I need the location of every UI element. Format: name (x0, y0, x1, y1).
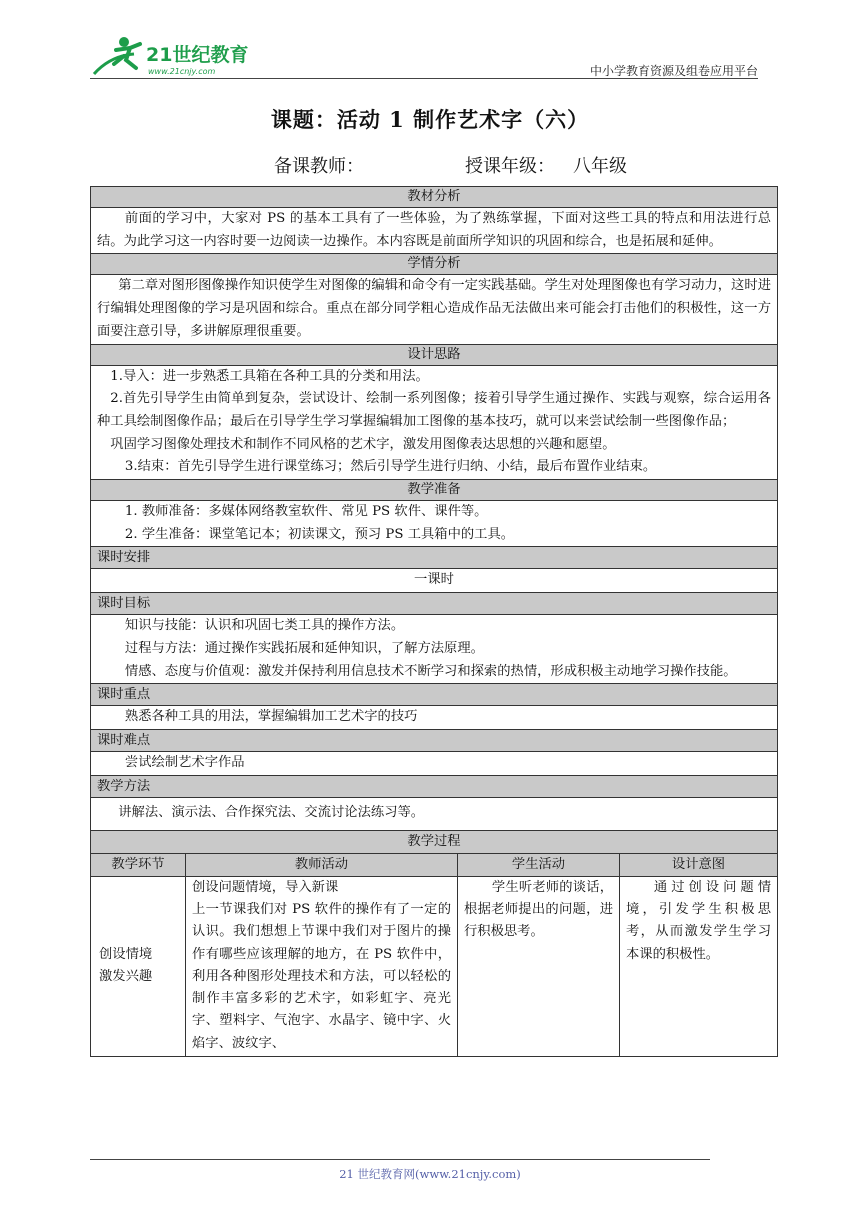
col-student: 学生活动 (458, 853, 620, 876)
section-heading-jiaocai: 教材分析 (91, 187, 778, 208)
section-heading-guocheng: 教学过程 (91, 830, 778, 853)
zhongdian-text: 熟悉各种工具的用法，掌握编辑加工艺术字的技巧 (91, 706, 778, 730)
mubiao-p2: 过程与方法：通过操作实践拓展和延伸知识，了解方法原理。 (124, 640, 484, 656)
section-body-sheji (91, 365, 778, 480)
process-column-headers (91, 853, 778, 876)
process-row (91, 876, 778, 1056)
grade-info (465, 152, 627, 178)
section-heading-mubiao: 课时目标 (91, 593, 778, 615)
section-body-zhunbei (91, 501, 778, 547)
section-body-jiaocai (91, 208, 778, 254)
teacher-p1: 创设问题情境，导入新课 (192, 879, 339, 895)
sheji-p2: 2.首先引导学生由简单到复杂，尝试设计、绘制一系列图像；接着引导学生通过操作、实践与观察，综合运用各种工具绘制图像作品；最后在引导学生学习掌握编辑加工图像的基本技巧，就可以来尝试绘制一些图像作品； (97, 391, 771, 429)
grade-label: 授课年级： (465, 156, 555, 177)
sheji-p4: 3.结束：首先引导学生进行课堂练习；然后引导学生进行归纳、小结，最后布置作业结束。 (124, 459, 657, 475)
xueqing-text: 第二章对图形图像操作知识使学生对图像的编辑和命令有一定实践基础。学生对处理图像也有学习动力，这时进行编辑处理图像的学习是巩固和综合。重点在部分同学粗心造成作品无法做出来可能会打击他们的积极性，这一方面要注意引导，多讲解原理很重要。 (97, 278, 771, 339)
sheji-p1: 1.导入：进一步熟悉工具箱在各种工具的分类和用法。 (110, 368, 429, 384)
lesson-plan-table (90, 186, 778, 1057)
stage-line1: 创设情境 (99, 946, 153, 962)
teacher-label: 备课教师： (274, 156, 364, 177)
sheji-p3: 巩固学习图像处理技术和制作不同风格的艺术字，激发用图像表达思想的兴趣和愿望。 (110, 436, 616, 452)
section-body-xueqing (91, 275, 778, 344)
section-heading-zhongdian: 课时重点 (91, 684, 778, 706)
page-title: 课题：活动 1 制作艺术字（六） (270, 107, 590, 132)
page-header (90, 30, 758, 78)
section-heading-zhunbei: 教学准备 (91, 480, 778, 501)
grade-value: 八年级 (573, 156, 627, 177)
zhunbei-item2: 2. 学生准备：课堂笔记本；初读课文，预习 PS 工具箱中的工具。 (124, 526, 515, 542)
col-intent: 设计意图 (620, 853, 778, 876)
teacher-p2: 上一节课我们对 PS 软件的操作有了一定的认识。我们想想上节课中我们对于图片的操作有哪些应该理解的地方，在 PS 软件中，利用各种图形处理技术和方法，可以轻松的制作丰富多彩的艺术字，如彩虹字、亮光字、塑料字、气泡字、水晶字、镜中字、火焰字、波纹字、 (192, 901, 451, 1051)
footer-divider (90, 1159, 710, 1160)
site-logo (90, 34, 260, 78)
mubiao-p3: 情感、态度与价值观：激发并保持利用信息技术不断学习和探索的热情，形成积极主动地学习操作技能。 (124, 663, 737, 679)
section-heading-anpai: 课时安排 (91, 547, 778, 569)
page-footer: 21 世纪教育网(www.21cnjy.com) (339, 1167, 521, 1181)
header-divider (90, 78, 758, 79)
process-student: 学生听老师的谈话，根据老师提出的问题，进行积极思考。 (458, 876, 620, 1056)
process-teacher (186, 876, 458, 1056)
platform-name: 中小学教育资源及组卷应用平台 (589, 64, 758, 78)
process-stage (91, 876, 186, 1056)
lesson-meta (274, 152, 627, 178)
jiaocai-text: 前面的学习中，大家对 PS 的基本工具有了一些体验，为了熟练掌握，下面对这些工具的特点和用法进行总结。为此学习这一内容时要一边阅读一边操作。本内容既是前面所学知识的巩固和综合，也是拓展和延伸。 (97, 211, 771, 249)
zhunbei-item1: 1. 教师准备：多媒体网络教室软件、常见 PS 软件、课件等。 (124, 504, 488, 520)
section-heading-sheji: 设计思路 (91, 344, 778, 365)
col-teacher: 教师活动 (186, 853, 458, 876)
logo-url: www.21cnjy.com (148, 67, 216, 76)
section-heading-nandian: 课时难点 (91, 729, 778, 751)
section-heading-fangfa: 教学方法 (91, 775, 778, 797)
process-intent: 通过创设问题情境，引发学生积极思考，从而激发学生学习本课的积极性。 (620, 876, 778, 1056)
section-body-mubiao (91, 615, 778, 684)
anpai-text: 一课时 (91, 569, 778, 593)
section-heading-xueqing: 学情分析 (91, 254, 778, 275)
fangfa-text: 讲解法、演示法、合作探究法、交流讨论法练习等。 (91, 797, 778, 830)
mubiao-p1: 知识与技能：认识和巩固七类工具的操作方法。 (124, 618, 405, 634)
logo-text: 21世纪教育 (146, 44, 249, 66)
stage-line2: 激发兴趣 (99, 969, 153, 985)
col-stage: 教学环节 (91, 853, 186, 876)
nandian-text: 尝试绘制艺术字作品 (91, 751, 778, 775)
